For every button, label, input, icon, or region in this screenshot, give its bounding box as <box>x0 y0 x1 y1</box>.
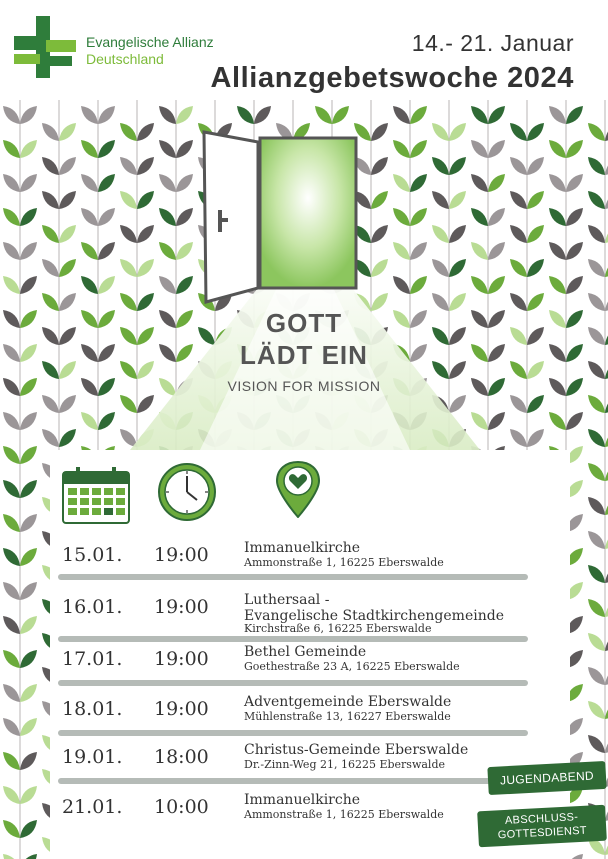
divider <box>58 730 528 736</box>
event-time: 19:00 <box>154 698 209 720</box>
event-dates: 14.- 21. Januar <box>411 30 574 56</box>
page-title: Allianzgebetswoche 2024 <box>210 62 574 94</box>
list-item <box>62 792 532 842</box>
event-place: Bethel Gemeinde <box>244 644 367 660</box>
list-item <box>62 540 532 590</box>
event-date: 15.01. <box>62 544 123 566</box>
event-place: Christus-Gemeinde Eberswalde <box>244 742 469 758</box>
event-address: Dr.-Zinn-Weg 21, 16225 Eberswalde <box>244 758 445 771</box>
list-item <box>62 644 532 694</box>
header <box>0 0 608 100</box>
event-time: 10:00 <box>154 796 209 818</box>
event-date: 19.01. <box>62 746 123 768</box>
event-address: Goethestraße 23 A, 16225 Eberswalde <box>244 660 460 673</box>
badge-closing-line1: ABSCHLUSS- <box>504 811 579 827</box>
cross-logo-icon <box>14 16 76 78</box>
divider <box>58 574 528 580</box>
event-date: 18.01. <box>62 698 123 720</box>
divider <box>58 680 528 686</box>
event-place-line1: Luthersaal - <box>244 592 330 608</box>
event-date: 21.01. <box>62 796 123 818</box>
motto-line1: GOTT <box>265 308 343 338</box>
event-place <box>244 592 504 624</box>
motto-line2: LÄDT EIN <box>240 340 368 370</box>
badge-closing-service <box>477 805 607 848</box>
map-pin-heart-icon <box>274 460 322 518</box>
event-address: Kirchstraße 6, 16225 Eberswalde <box>244 622 432 635</box>
event-time: 18:00 <box>154 746 209 768</box>
badge-youth-evening: JUGENDABEND <box>487 761 606 795</box>
divider <box>58 636 528 642</box>
org-name-line2: Deutschland <box>86 51 164 67</box>
motto-subtitle: VISION FOR MISSION <box>227 378 381 394</box>
event-date: 16.01. <box>62 596 123 618</box>
event-place: Immanuelkirche <box>244 540 361 556</box>
event-time: 19:00 <box>154 596 209 618</box>
event-address: Ammonstraße 1, 16225 Eberswalde <box>244 808 444 821</box>
org-name-line1: Evangelische Allianz <box>86 34 214 50</box>
event-address: Ammonstraße 1, 16225 Eberswalde <box>244 556 444 569</box>
clock-icon <box>157 462 217 522</box>
badge-closing-line2: GOTTESDIENST <box>497 824 588 842</box>
event-date: 17.01. <box>62 648 123 670</box>
divider <box>58 778 528 784</box>
list-item <box>62 694 532 744</box>
event-address: Mühlenstraße 13, 16227 Eberswalde <box>244 710 451 723</box>
event-time: 19:00 <box>154 648 209 670</box>
event-place: Immanuelkirche <box>244 792 361 808</box>
event-time: 19:00 <box>154 544 209 566</box>
list-item <box>62 742 532 792</box>
open-door-illustration <box>130 120 480 450</box>
calendar-icon <box>62 466 130 524</box>
event-place: Adventgemeinde Eberswalde <box>244 694 452 710</box>
org-name <box>86 34 214 68</box>
event-place-line2: Evangelische Stadtkirchengemeinde <box>244 608 504 624</box>
